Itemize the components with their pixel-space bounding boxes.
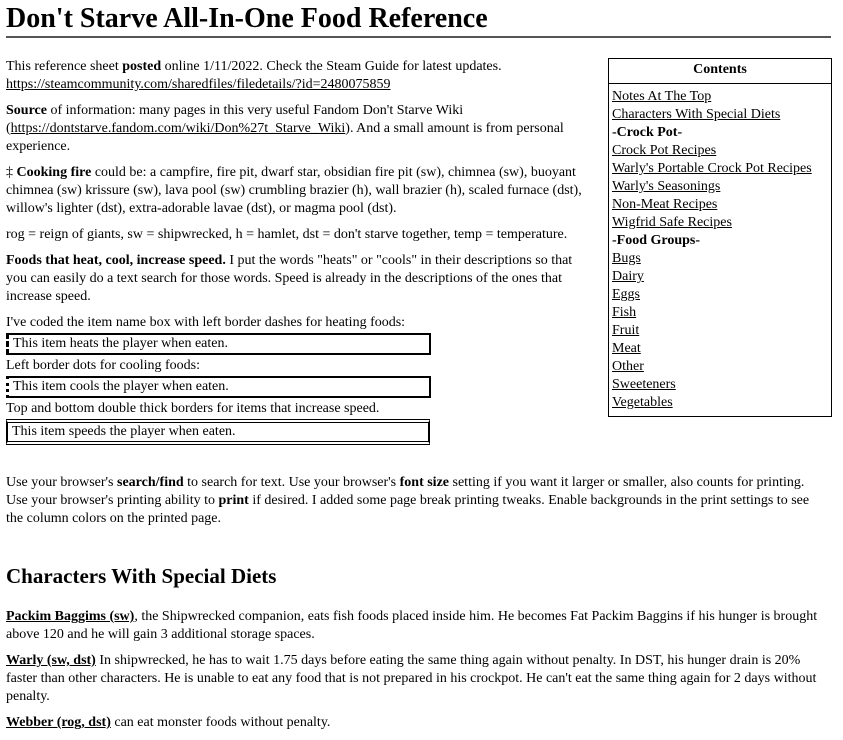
contents-link[interactable]: Warly's Seasonings [612, 179, 721, 194]
contents-link[interactable]: Fish [612, 305, 637, 320]
posted-paragraph [6, 58, 596, 94]
contents-link[interactable]: Fruit [612, 323, 640, 338]
contents-box [608, 58, 832, 417]
source-paragraph [6, 102, 596, 156]
section-heading: Characters With Special Diets [6, 564, 277, 588]
contents-link[interactable]: Sweeteners [612, 377, 676, 392]
tip-text-2: to search for text. Use your browser's [183, 475, 400, 490]
foods-paragraph [6, 252, 596, 306]
contents-group-label: -Food Groups- [612, 233, 701, 248]
posted-word: posted [122, 59, 162, 74]
heat-label: I've coded the item name box with left border dashes for heating foods: [6, 315, 406, 330]
contents-link[interactable]: Non-Meat Recipes [612, 197, 718, 212]
wiki-link[interactable]: https://dontstarve.fandom.com/wiki/Don%27t_Starve_Wiki [10, 121, 346, 136]
speed-example-box: This item speeds the player when eaten. [6, 419, 430, 445]
contents-item[interactable] [612, 286, 831, 304]
packim-paragraph [6, 608, 826, 644]
warly-link[interactable]: Warly (sw, dst) [6, 653, 96, 668]
tip-text-3: setting if you want it larger or smaller, also counts for printing. Use your browser's printing ability to [6, 475, 805, 508]
page-title: Don't Starve All-In-One Food Reference [6, 3, 488, 34]
contents-item[interactable] [612, 250, 831, 268]
contents-item[interactable] [612, 304, 831, 322]
contents-item[interactable] [612, 376, 831, 394]
tip-text-4: if desired. I added some page break printing tweaks. Enable backgrounds in the print settings to see the column colors on the printed page. [6, 493, 810, 526]
contents-link[interactable]: Notes At The Top [612, 89, 712, 104]
contents-item[interactable] [612, 88, 831, 106]
tip-text-1: Use your browser's [6, 475, 118, 490]
packim-link[interactable]: Packim Baggims (sw) [6, 609, 135, 624]
cool-label: Left border dots for cooling foods: [6, 358, 201, 373]
contents-group-label: -Crock Pot- [612, 125, 683, 140]
contents-link[interactable]: Vegetables [612, 395, 673, 410]
contents-link[interactable]: Other [612, 359, 644, 374]
contents-item[interactable] [612, 106, 831, 124]
title-divider [6, 36, 831, 38]
contents-item[interactable] [612, 322, 831, 340]
cool-example-box: This item cools the player when eaten. [6, 376, 431, 398]
contents-item[interactable] [612, 160, 831, 178]
heat-example-box: This item heats the player when eaten. [6, 333, 431, 355]
foods-text: I put the words "heats" or "cools" in their descriptions so that you can easily do a text search for those words. Speed is already in the descriptions of the ones that increase speed. [6, 253, 573, 304]
warly-text: In shipwrecked, he has to wait 1.75 days before eating the same thing again without penalty. In DST, his hunger drain is 20% faster than other characters. He is unable to eat any food that is not prepared in his crockpot. He can't eat the same thing again for 2 days without penalty. [6, 653, 817, 704]
foods-word: Foods that heat, cool, increase speed. [6, 253, 226, 268]
steam-guide-link[interactable]: https://steamcommunity.com/sharedfiles/filedetails/?id=2480075859 [6, 77, 391, 92]
contents-link[interactable]: Crock Pot Recipes [612, 143, 717, 158]
source-text-a: of information: many pages in this very useful Fandom Don't Starve Wiki ( [6, 103, 464, 136]
tip-bold-search: search/find [117, 475, 184, 490]
contents-link[interactable]: Eggs [612, 287, 640, 302]
cooking-fire-paragraph [6, 164, 596, 218]
contents-heading: Contents [609, 61, 831, 84]
contents-item[interactable] [612, 178, 831, 196]
webber-text: can eat monster foods without penalty. [110, 715, 331, 730]
packim-text: , the Shipwrecked companion, eats fish foods placed inside him. He becomes Fat Packim Baggins if his hunger is brought above 120 and he will gain 3 additional storage spaces. [6, 609, 818, 642]
contents-item[interactable] [612, 142, 831, 160]
contents-item[interactable] [612, 394, 831, 412]
browser-tips-paragraph [6, 474, 826, 528]
contents-item[interactable] [612, 358, 831, 376]
contents-item[interactable] [612, 340, 831, 358]
cooking-fire-word: Cooking fire [16, 165, 92, 180]
posted-suffix: online 1/11/2022. Check the Steam Guide for latest updates. [161, 59, 502, 74]
webber-link[interactable]: Webber (rog, dst) [6, 715, 111, 730]
contents-link[interactable]: Bugs [612, 251, 641, 266]
contents-item[interactable] [612, 268, 831, 286]
intro-notes [6, 58, 596, 447]
contents-link[interactable]: Wigfrid Safe Recipes [612, 215, 732, 230]
posted-prefix: This reference sheet [6, 59, 123, 74]
double-dagger-symbol: ‡ [6, 165, 17, 180]
source-text-b: ). And a small amount is from personal experience. [6, 121, 564, 154]
contents-item[interactable] [612, 196, 831, 214]
contents-link[interactable]: Meat [612, 341, 641, 356]
source-word: Source [6, 103, 47, 118]
contents-link[interactable]: Warly's Portable Crock Pot Recipes [612, 161, 812, 176]
tip-bold-font-size: font size [399, 475, 450, 490]
cooking-fire-text: could be: a campfire, fire pit, dwarf star, obsidian fire pit (sw), chimnea (sw), buoyant chimnea (sw) krissure (sw), lava pool (sw) crumbling brazier (h), wall brazier (h), scaled furnace (dst), willow's lighter (dst), extra-adorable lavae (dst), or magma pool (dst). [6, 165, 582, 216]
abbreviations-paragraph: rog = reign of giants, sw = shipwrecked, h = hamlet, dst = don't starve together, temp = temperature. [6, 227, 568, 242]
contents-link[interactable]: Characters With Special Diets [612, 107, 781, 122]
speed-label: Top and bottom double thick borders for items that increase speed. [6, 401, 380, 416]
webber-paragraph [6, 714, 826, 732]
characters-section [6, 608, 826, 740]
contents-item[interactable] [612, 214, 831, 232]
tip-bold-print: print [218, 493, 249, 508]
contents-link[interactable]: Dairy [612, 269, 644, 284]
warly-paragraph [6, 652, 826, 706]
contents-list [611, 84, 831, 412]
